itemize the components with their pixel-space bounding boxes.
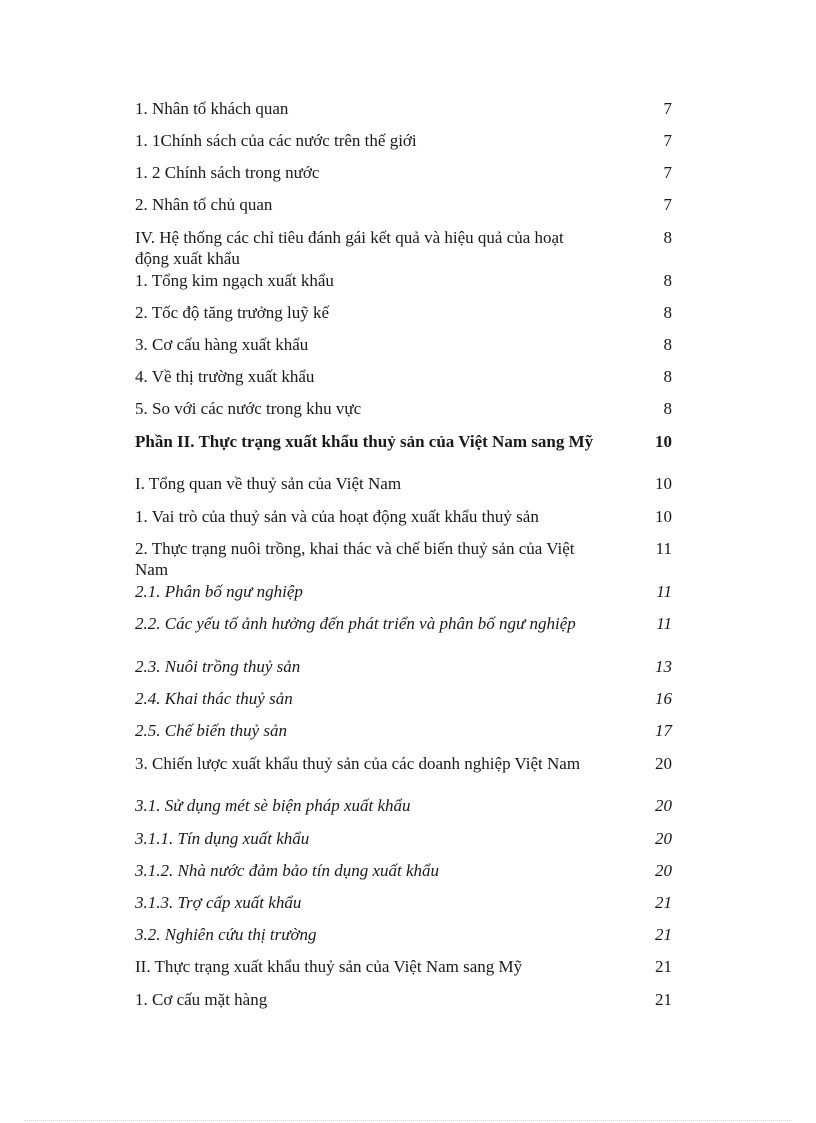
toc-entry-page: 8 [663, 399, 672, 418]
toc-entry [135, 227, 676, 269]
toc-entry-page: 21 [655, 957, 672, 976]
toc-entry [135, 302, 676, 323]
page-bottom-divider [24, 1120, 792, 1121]
toc-entry-title: 3.1. Sử dụng mét sè biện pháp xuất khẩu [135, 796, 411, 815]
toc-entry [135, 989, 676, 1010]
toc-entry-title: 2.3. Nuôi trồng thuỷ sản [135, 657, 301, 676]
toc-entry-title: II. Thực trạng xuất khẩu thuỷ sản của Việt Nam sang Mỹ [135, 957, 523, 976]
toc-entry-title: 1. 2 Chính sách trong nước [135, 163, 320, 182]
toc-entry-title: I. Tổng quan về thuỷ sản của Việt Nam [135, 474, 402, 493]
toc-entry-title: 2.1. Phân bố ngư nghiệp [135, 582, 303, 601]
toc-entry-page: 8 [663, 335, 672, 354]
toc-entry-page: 7 [663, 195, 672, 214]
toc-entry-page: 8 [663, 271, 672, 290]
toc-entry-page: 21 [655, 893, 672, 912]
toc-entry [135, 860, 676, 881]
toc-entry-page: 10 [655, 507, 672, 526]
toc-entry-page: 17 [655, 721, 672, 740]
toc-entry-title: 2. Nhân tố chủ quan [135, 195, 273, 214]
toc-entry [135, 473, 676, 494]
toc-entry [135, 366, 676, 387]
toc-entry-page: 7 [663, 163, 672, 182]
toc-entry [135, 656, 676, 677]
toc-entry-page: 20 [655, 861, 672, 880]
toc-entry [135, 506, 676, 527]
toc-entry-page: 8 [663, 367, 672, 386]
toc-entry [135, 194, 676, 215]
toc-entry-page: 13 [655, 657, 672, 676]
toc-entry [135, 162, 676, 183]
toc-entry-title: 3.1.3. Trợ cấp xuất khẩu [135, 893, 302, 912]
toc-entry-page: 20 [655, 796, 672, 815]
toc-entry [135, 398, 676, 419]
toc-entry-title: Phần II. Thực trạng xuất khẩu thuỷ sản của Việt Nam sang Mỹ [135, 432, 594, 451]
toc-entry [135, 334, 676, 355]
toc-entry [135, 431, 676, 452]
toc-entry-page: 8 [663, 303, 672, 322]
toc-entry-page: 7 [663, 99, 672, 118]
toc-entry-title: IV. Hệ thống các chỉ tiêu đánh gái kết quả và hiệu quả của hoạt động xuất khẩu [135, 228, 564, 268]
toc-entry [135, 270, 676, 291]
toc-entry-title: 1. Tổng kim ngạch xuất khẩu [135, 271, 334, 290]
toc-entry-page: 20 [655, 829, 672, 848]
toc-entry-page: 21 [655, 990, 672, 1009]
toc-entry [135, 98, 676, 119]
toc-entry [135, 688, 676, 709]
toc-entry [135, 753, 676, 774]
toc-entry-title: 3. Cơ cấu hàng xuất khẩu [135, 335, 309, 354]
toc-entry [135, 892, 676, 913]
toc-entry [135, 956, 676, 977]
toc-entry-page: 11 [655, 539, 672, 558]
toc-entry-title: 1. Nhân tố khách quan [135, 99, 289, 118]
toc-entry [135, 828, 676, 849]
toc-entry-title: 1. 1Chính sách của các nước trên thế giới [135, 131, 417, 150]
toc-entry [135, 581, 676, 602]
toc-entry [135, 538, 676, 580]
toc-entry-page: 10 [655, 474, 672, 493]
toc-entry-page: 10 [655, 432, 672, 451]
toc-entry-title: 2. Tốc độ tăng trưởng luỹ kế [135, 303, 329, 322]
toc-entry-page: 7 [663, 131, 672, 150]
toc-entry-title: 4. Về thị trường xuất khẩu [135, 367, 315, 386]
toc-entry-title: 5. So với các nước trong khu vực [135, 399, 362, 418]
toc-entry-title: 1. Cơ cấu mặt hàng [135, 990, 268, 1009]
toc-entry-title: 2.4. Khai thác thuỷ sản [135, 689, 293, 708]
toc-entry-page: 21 [655, 925, 672, 944]
toc-entry-page: 16 [655, 689, 672, 708]
toc-entry-title: 3.2. Nghiên cứu thị trường [135, 925, 317, 944]
toc-entry-page: 11 [656, 614, 672, 633]
toc-entry-page: 11 [656, 582, 672, 601]
toc-entry-title: 2. Thực trạng nuôi trồng, khai thác và chế biến thuỷ sản của Việt Nam [135, 539, 575, 579]
toc-entry [135, 130, 676, 151]
toc-entry-page: 20 [655, 754, 672, 773]
toc-entry [135, 613, 676, 634]
toc-entry-page: 8 [663, 228, 672, 247]
toc-entry [135, 720, 676, 741]
toc-entry-title: 1. Vai trò của thuỷ sản và của hoạt động xuất khẩu thuỷ sản [135, 507, 539, 526]
toc-entry-title: 2.2. Các yếu tố ảnh hưởng đến phát triển và phân bố ngư nghiệp [135, 614, 576, 633]
toc-entry-title: 3. Chiến lược xuất khẩu thuỷ sản của các doanh nghiệp Việt Nam [135, 754, 581, 773]
toc-entry [135, 924, 676, 945]
toc-entry-title: 3.1.2. Nhà nước đảm bảo tín dụng xuất khẩu [135, 861, 440, 880]
toc-entry-title: 3.1.1. Tín dụng xuất khẩu [135, 829, 310, 848]
toc-entry [135, 795, 676, 816]
toc-entry-title: 2.5. Chế biến thuỷ sản [135, 721, 288, 740]
